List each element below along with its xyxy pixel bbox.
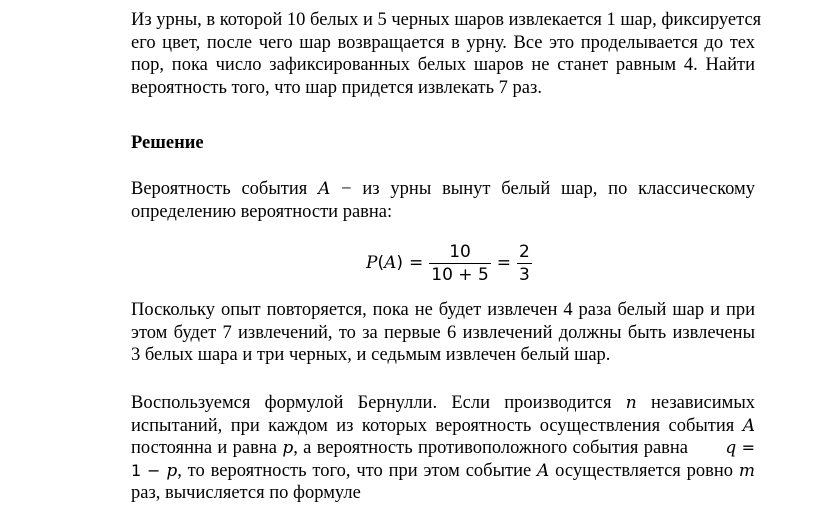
math-symbol: ) (396, 253, 404, 273)
solution-heading: Решение (131, 133, 204, 153)
fraction-numerator: 2 (519, 241, 530, 262)
math-variable: n (625, 393, 637, 413)
paragraph-line: определению вероятности равна: (131, 201, 393, 222)
text-run: испытаний, при каждом из которых вероятность осуществления события (131, 415, 743, 436)
math-variable: p (166, 460, 178, 481)
problem-line: его цвет, после чего шар возвращается в урну. Все это проделывается до тех (131, 32, 755, 53)
probability-paragraph (131, 178, 755, 223)
equals-sign: = (409, 253, 424, 273)
math-symbol: P (366, 253, 378, 273)
paragraph-line (131, 437, 755, 460)
math-variable: q (725, 438, 737, 458)
fraction (429, 242, 491, 285)
probability-formula (366, 238, 532, 288)
paragraph-line (131, 392, 755, 415)
formula-lhs (366, 253, 403, 273)
fraction-numerator: 10 (449, 241, 471, 262)
fraction-denominator: 3 (519, 264, 530, 285)
text-run: независимых (636, 393, 756, 413)
paragraph-line (131, 415, 755, 438)
paragraph-line (131, 460, 755, 483)
paragraph-line (131, 178, 755, 201)
math-variable: A (742, 415, 755, 436)
bernoulli-paragraph (131, 392, 755, 505)
text-run: , а вероятность противоположного события равна (293, 438, 688, 458)
math-variable: A (384, 253, 397, 273)
text-run: , то вероятность того, что при этом событие (177, 460, 538, 481)
math-variable: m (738, 460, 755, 481)
text-run: − из урны вынут белый шар, по классическому (330, 179, 755, 199)
paragraph-line: Поскольку опыт повторяется, пока не будет извлечен 4 раза белый шар и при (131, 300, 755, 320)
fraction (517, 242, 532, 285)
text-run: осуществляется ровно (549, 460, 739, 481)
problem-statement (131, 9, 762, 99)
math-number: 1 (131, 460, 142, 480)
equals-sign: = (741, 438, 756, 457)
equals-sign: = (496, 253, 512, 273)
math-symbol: ( (377, 253, 385, 273)
paragraph-line: раз, вычисляется по формуле (131, 483, 361, 503)
reasoning-paragraph (131, 299, 755, 367)
fraction-denominator: 10 + 5 (431, 264, 489, 285)
problem-line: Из урны, в которой 10 белых и 5 черных шаров извлекается 1 шар, фиксируется (131, 10, 762, 30)
math-variable: A (537, 460, 550, 481)
text-run: Вероятность события (131, 179, 319, 199)
problem-line: пор, пока число зафиксированных белых шаров не станет равным 4. Найти (131, 55, 755, 75)
problem-line: вероятность того, что шар придется извлекать 7 раз. (131, 77, 542, 98)
paragraph-line: этом будет 7 извлечений, то за первые 6 извлечений должны быть извлечены (131, 322, 755, 343)
minus-sign: − (147, 460, 161, 480)
math-variable: p (282, 438, 294, 458)
paragraph-line: 3 белых шара и три черных, и седьмым извлечен белый шар. (131, 345, 611, 365)
text-run: Воспользуемся формулой Бернулли. Если производится (131, 393, 626, 413)
math-variable: A (318, 179, 331, 199)
text-run: постоянна и равна (131, 438, 283, 458)
